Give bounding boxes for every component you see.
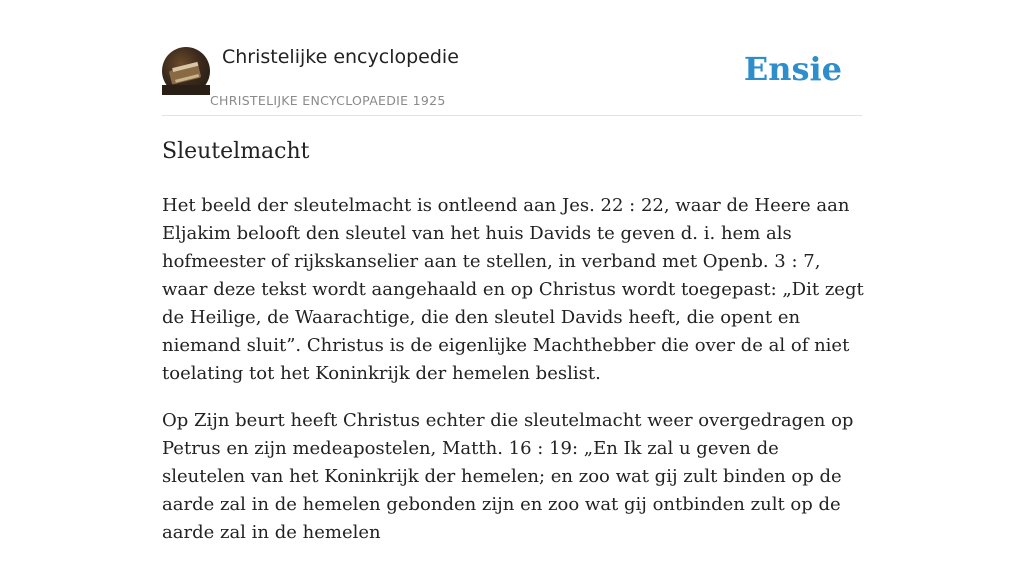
paragraph: Op Zijn beurt heeft Christus echter die sleutelmacht weer overgedragen op Petrus en zijn medeapostelen, Matth. 16 : 19: „En Ik zal u geven de sleutelen van het Koninkrijk der hemelen; en zoo wat gij zult binden op de aarde zal in de hemelen gebonden zijn en zoo wat gij ontbinden zult op de aarde zal in de hemelen	[162, 410, 854, 543]
paragraph: Het beeld der sleutelmacht is ontleend aan Jes. 22 : 22, waar de Heere aan Eljakim belooft den sleutel van het huis Davids te geven d. i. hem als hofmeester of rijkskanselier aan te stellen, in verband met Openb. 3 : 7, waar deze tekst wordt aangehaald en op Christus wordt toegepast: „Dit zegt de Heilige, de Waarachtige, die den sleutel Davids heeft, die opent en niemand sluit”. Christus is de eigenlijke Machthebber die over de al of niet toelating tot het Koninkrijk der hemelen beslist.	[162, 195, 864, 384]
site-header	[162, 40, 862, 116]
site-avatar[interactable]	[162, 47, 210, 95]
site-subtitle[interactable]: CHRISTELIJKE ENCYCLOPAEDIE 1925	[210, 93, 446, 108]
article-title: Sleutelmacht	[162, 139, 310, 164]
book-icon	[162, 47, 210, 95]
site-title[interactable]: Christelijke encyclopedie	[222, 46, 459, 68]
ensie-logo[interactable]: Ensie	[743, 50, 842, 88]
article-body	[162, 192, 864, 566]
